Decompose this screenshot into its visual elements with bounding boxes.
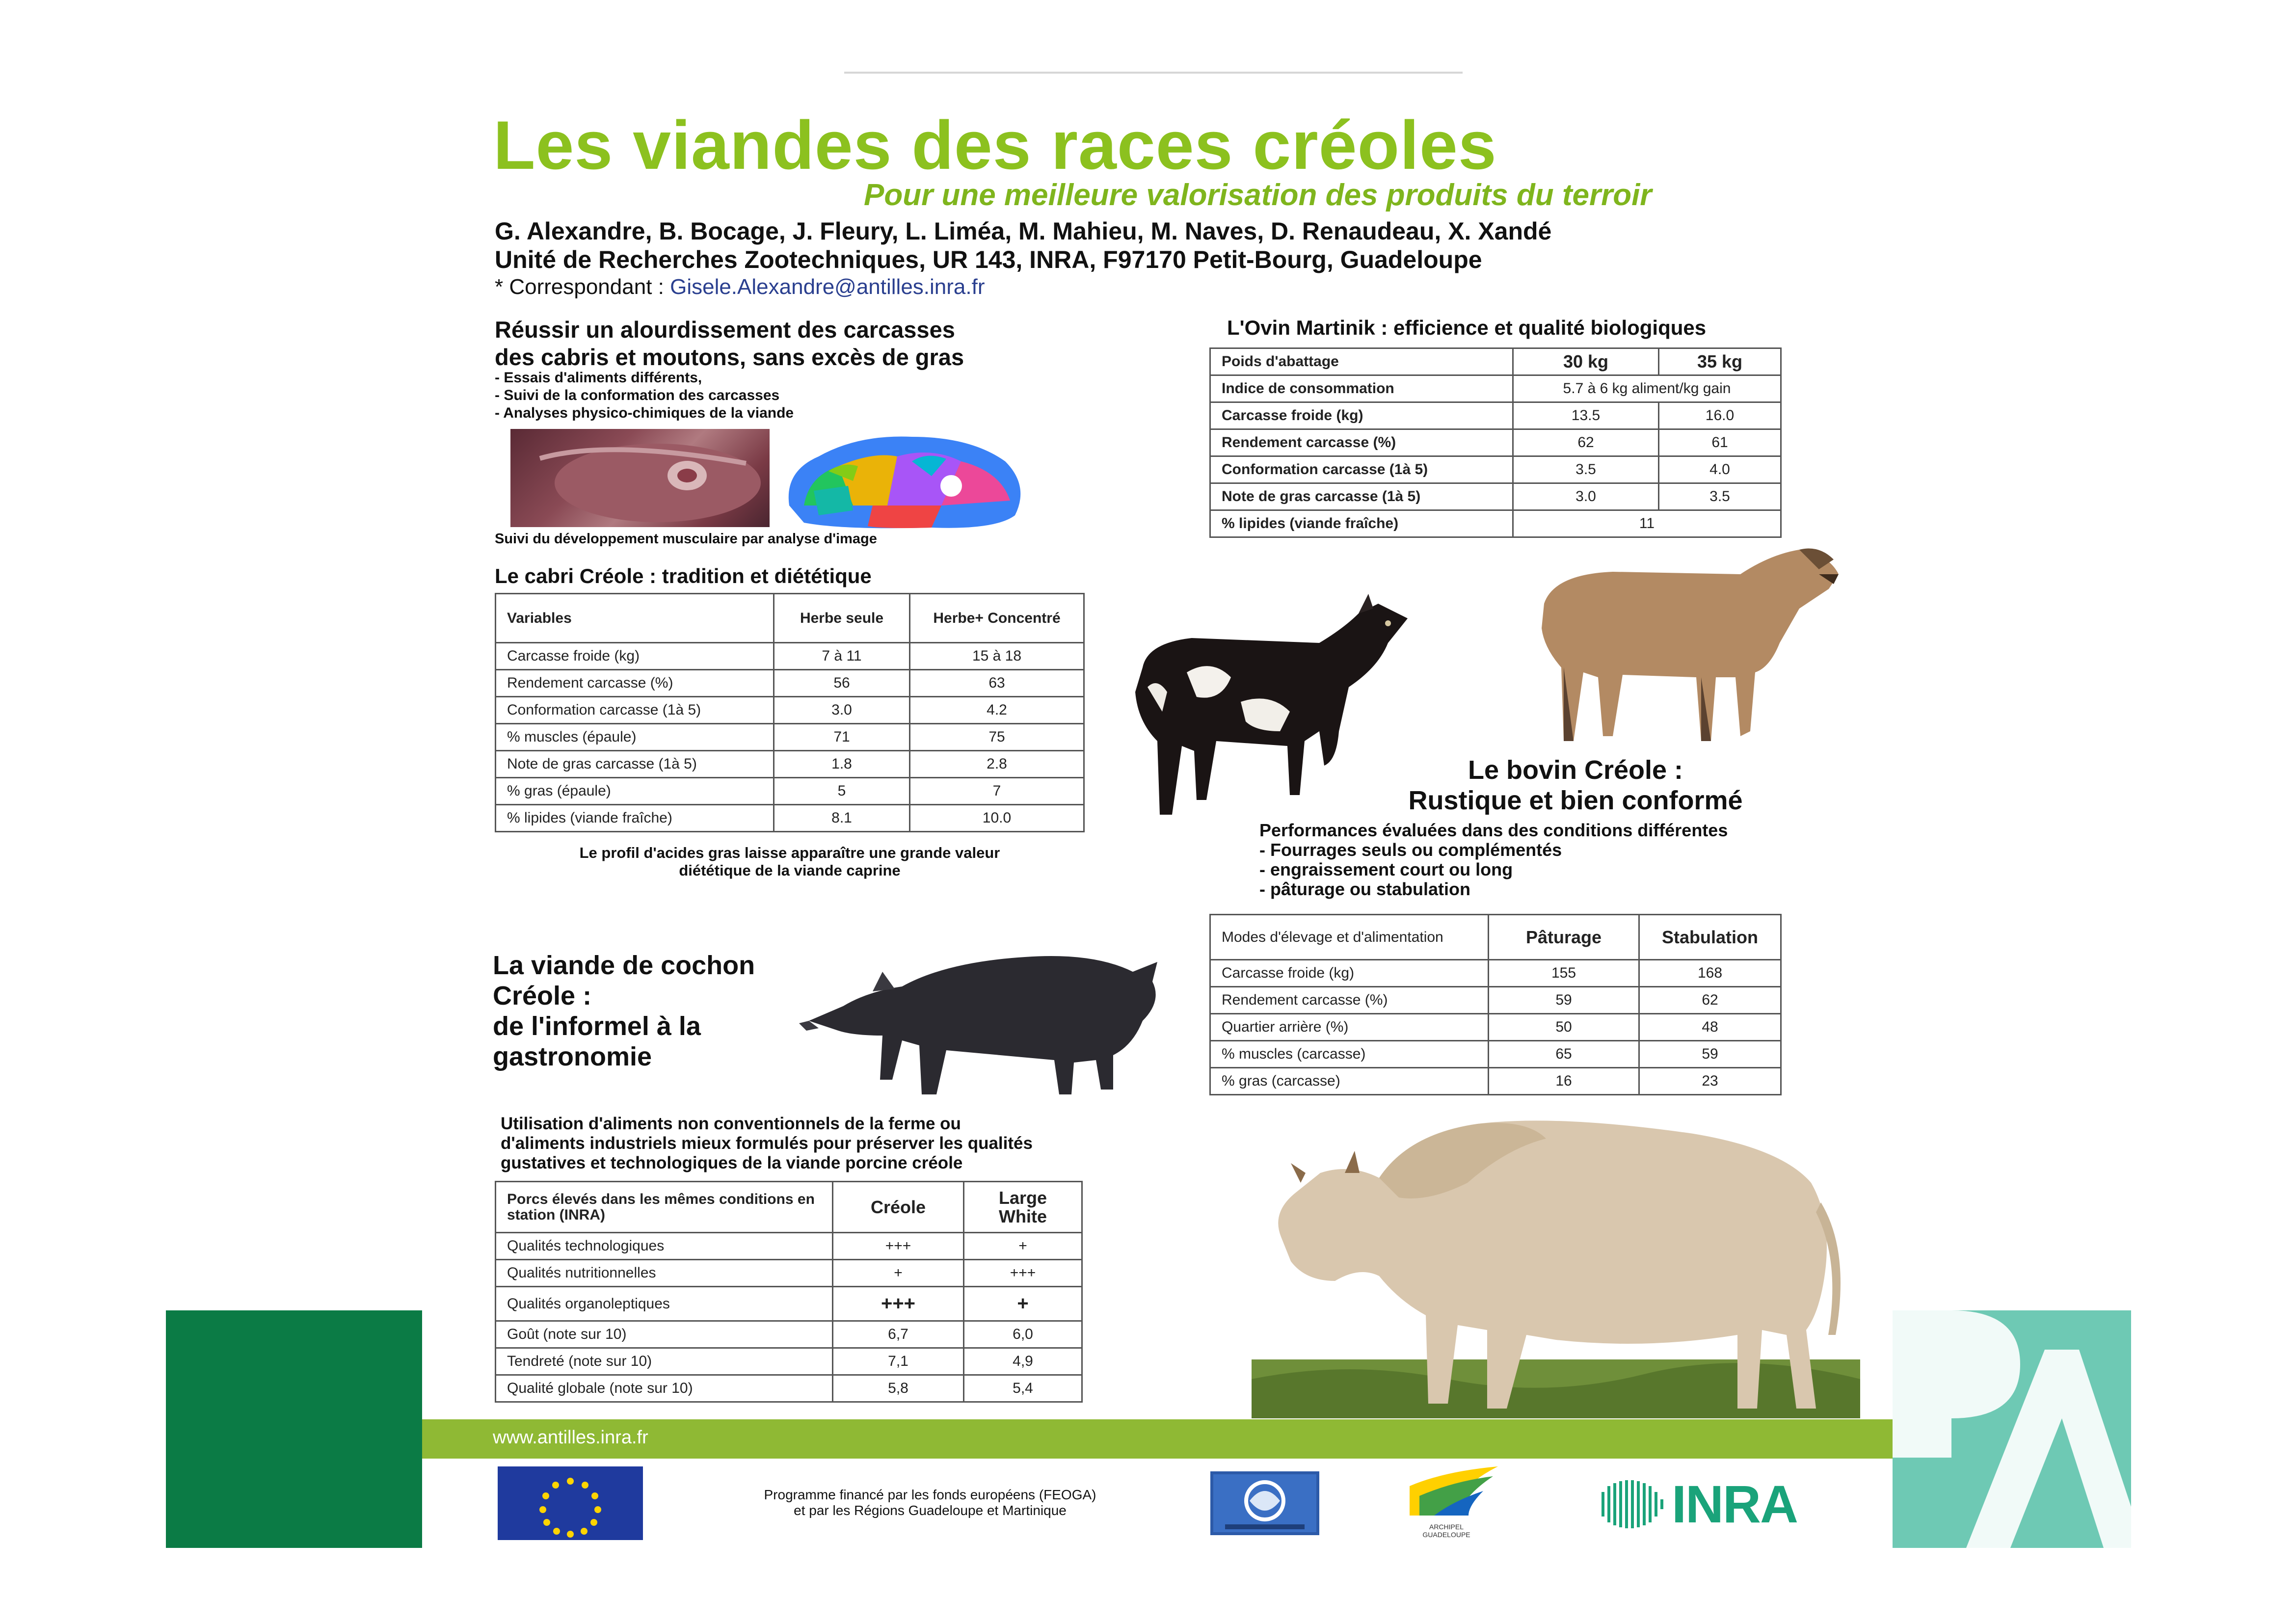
correspondant-label: * Correspondant :	[495, 275, 670, 299]
table-cell: 11	[1513, 510, 1781, 537]
inra-logo	[1588, 1474, 1834, 1534]
cabri-table	[495, 593, 1085, 832]
authors: G. Alexandre, B. Bocage, J. Fleury, L. Liméa, M. Mahieu, M. Naves, D. Renaudeau, X. Xandé	[495, 217, 1552, 245]
bovin-table	[1209, 914, 1782, 1095]
table-row	[496, 1233, 1082, 1260]
table-cell: Carcasse froide (kg)	[1210, 402, 1513, 429]
table-cell: 5,4	[964, 1375, 1082, 1402]
funding-line1: Programme financé par les fonds européens (FEOGA)	[764, 1487, 1096, 1502]
table-cell: Indice de consommation	[1210, 375, 1513, 402]
table-cell: Rendement carcasse (%)	[1210, 429, 1513, 456]
poster-title: Les viandes des races créoles	[493, 106, 1497, 184]
bovin-bullets	[1259, 821, 1728, 899]
bovin-heading-line1: Le bovin Créole :	[1468, 755, 1683, 785]
table-cell: 2.8	[910, 751, 1084, 778]
table-cell: 7 à 11	[774, 643, 910, 670]
table-row	[1210, 429, 1781, 456]
table-cell: 4.0	[1659, 456, 1781, 483]
table-row	[1210, 1041, 1781, 1068]
table-cell: +++	[833, 1233, 964, 1260]
cochon-heading-line3: de l'informel à la	[493, 1011, 701, 1041]
poster-subtitle: Pour une meilleure valorisation des produits du terroir	[864, 178, 1652, 212]
table-header: Porcs élevés dans les mêmes conditions en station (INRA)	[496, 1182, 833, 1233]
table-cell: 59	[1639, 1041, 1781, 1068]
cochon-intro-line1: Utilisation d'aliments non conventionnels de la ferme ou	[501, 1114, 961, 1133]
table-row	[496, 1375, 1082, 1402]
table-cell: 4.2	[910, 697, 1084, 724]
table-row	[496, 1260, 1082, 1287]
table-cell: 10.0	[910, 805, 1084, 832]
dark-green-block	[166, 1310, 422, 1548]
table-cell: Tendreté (note sur 10)	[496, 1348, 833, 1375]
table-cell: % gras (carcasse)	[1210, 1068, 1489, 1095]
cochon-intro-line3: gustatives et technologiques de la viande porcine créole	[501, 1153, 963, 1172]
funding-text	[717, 1487, 1144, 1518]
table-cell: Carcasse froide (kg)	[1210, 960, 1489, 987]
table-row	[496, 670, 1084, 697]
table-row	[1210, 960, 1781, 987]
table-row	[496, 778, 1084, 805]
cochon-intro-line2: d'aliments industriels mieux formulés pour préserver les qualités	[501, 1134, 1033, 1153]
image-analysis-graphic	[784, 432, 1030, 530]
table-header: Poids d'abattage	[1210, 348, 1513, 375]
funding-line2: et par les Régions Guadeloupe et Martinique	[794, 1503, 1067, 1518]
table-cell: % gras (épaule)	[496, 778, 774, 805]
table-cell: Note de gras carcasse (1à 5)	[496, 751, 774, 778]
table-cell: 7	[910, 778, 1084, 805]
region-logo	[1210, 1471, 1319, 1535]
table-cell: 65	[1489, 1041, 1639, 1068]
table-cell: +++	[964, 1260, 1082, 1287]
table-cell: Conformation carcasse (1à 5)	[496, 697, 774, 724]
table-cell: +	[964, 1287, 1082, 1321]
sheep-photo	[1524, 545, 1843, 751]
table-cell: Rendement carcasse (%)	[1210, 987, 1489, 1014]
table-cell: Goût (note sur 10)	[496, 1321, 833, 1348]
table-cell: 63	[910, 670, 1084, 697]
table-cell: 5,8	[833, 1375, 964, 1402]
archipel-text: ARCHIPEL GUADELOUPE	[1422, 1523, 1470, 1539]
cochon-heading-line1: La viande de cochon	[493, 951, 755, 980]
table-cell: 16	[1489, 1068, 1639, 1095]
table-cell: Rendement carcasse (%)	[496, 670, 774, 697]
list-item: - Essais d'aliments différents,	[495, 370, 702, 386]
table-cell: 3.5	[1513, 456, 1659, 483]
pig-photo	[799, 932, 1162, 1109]
table-cell: 62	[1639, 987, 1781, 1014]
table-cell: 6,7	[833, 1321, 964, 1348]
table-cell: 50	[1489, 1014, 1639, 1041]
correspondant	[495, 275, 985, 299]
bovin-intro: Performances évaluées dans des conditions différentes	[1259, 820, 1728, 840]
table-header: Stabulation	[1639, 915, 1781, 960]
table-row	[1210, 987, 1781, 1014]
cochon-heading-line2: Créole :	[493, 981, 592, 1011]
cabri-note	[495, 844, 1085, 879]
table-cell: 4,9	[964, 1348, 1082, 1375]
table-header: 35 kg	[1659, 348, 1781, 375]
table-row	[496, 1321, 1082, 1348]
ovin-table	[1209, 347, 1782, 538]
table-cell: 61	[1659, 429, 1781, 456]
bull-photo	[1252, 1104, 1860, 1418]
table-cell: 23	[1639, 1068, 1781, 1095]
table-cell: 15 à 18	[910, 643, 1084, 670]
list-item: - pâturage ou stabulation	[1259, 879, 1471, 899]
table-header: Herbe+ Concentré	[910, 594, 1084, 643]
table-header: Pâturage	[1489, 915, 1639, 960]
table-row	[1210, 1068, 1781, 1095]
table-cell: 3.5	[1659, 483, 1781, 510]
top-rule	[844, 72, 1463, 74]
table-row	[1210, 402, 1781, 429]
table-cell: 3.0	[774, 697, 910, 724]
table-cell: 75	[910, 724, 1084, 751]
table-cell: Qualités nutritionnelles	[496, 1260, 833, 1287]
list-item: - Analyses physico-chimiques de la viande	[495, 405, 794, 421]
meat-photo	[510, 429, 770, 527]
table-header: Créole	[833, 1182, 964, 1233]
table-row	[1210, 375, 1781, 402]
eu-flag-logo	[498, 1466, 643, 1540]
image-analysis-caption: Suivi du développement musculaire par analyse d'image	[495, 531, 877, 547]
teal-logo-block	[1893, 1310, 2131, 1548]
table-cell: 13.5	[1513, 402, 1659, 429]
cabri-note-line2: diététique de la viande caprine	[679, 862, 901, 879]
table-header: Large White	[964, 1182, 1082, 1233]
table-row	[496, 1287, 1082, 1321]
cabri-heading: Le cabri Créole : tradition et diététique	[495, 564, 872, 587]
alourdissement-heading-line1: Réussir un alourdissement des carcasses	[495, 317, 955, 343]
table-cell: +	[964, 1233, 1082, 1260]
table-cell: 7,1	[833, 1348, 964, 1375]
table-header: 30 kg	[1513, 348, 1659, 375]
table-cell: Quartier arrière (%)	[1210, 1014, 1489, 1041]
table-cell: 71	[774, 724, 910, 751]
alourdissement-heading-line2: des cabris et moutons, sans excès de gras	[495, 344, 964, 370]
footer-url[interactable]: www.antilles.inra.fr	[493, 1427, 648, 1448]
archipel-emblem-icon	[1400, 1466, 1508, 1520]
table-row	[1210, 456, 1781, 483]
bovin-heading	[1355, 755, 1796, 816]
ovin-heading: L'Ovin Martinik : efficience et qualité biologiques	[1227, 316, 1707, 339]
table-cell: Qualités organoleptiques	[496, 1287, 833, 1321]
table-cell: % lipides (viande fraîche)	[496, 805, 774, 832]
table-cell: +	[833, 1260, 964, 1287]
table-cell: Carcasse froide (kg)	[496, 643, 774, 670]
table-header: Variables	[496, 594, 774, 643]
table-cell: Note de gras carcasse (1à 5)	[1210, 483, 1513, 510]
table-cell: 5	[774, 778, 910, 805]
table-cell: 5.7 à 6 kg aliment/kg gain	[1513, 375, 1781, 402]
alourdissement-bullets	[495, 369, 794, 422]
ra-logo-icon	[1893, 1310, 2131, 1548]
cochon-heading	[493, 950, 755, 1072]
table-cell: 56	[774, 670, 910, 697]
affiliation: Unité de Recherches Zootechniques, UR 143, INRA, F97170 Petit-Bourg, Guadeloupe	[495, 246, 1482, 273]
inra-logo-text: INRA	[1672, 1474, 1797, 1534]
cochon-intro	[501, 1114, 1148, 1173]
table-row	[496, 1348, 1082, 1375]
table-cell: 1.8	[774, 751, 910, 778]
table-cell: % muscles (épaule)	[496, 724, 774, 751]
table-cell: 168	[1639, 960, 1781, 987]
table-cell: 8.1	[774, 805, 910, 832]
table-row	[496, 751, 1084, 778]
alourdissement-heading	[495, 316, 964, 371]
table-cell: % lipides (viande fraîche)	[1210, 510, 1513, 537]
list-item: - Suivi de la conformation des carcasses	[495, 387, 780, 403]
table-cell: 59	[1489, 987, 1639, 1014]
list-item: - Fourrages seuls ou complémentés	[1259, 840, 1562, 860]
table-row	[496, 805, 1084, 832]
cabri-note-line1: Le profil d'acides gras laisse apparaître une grande valeur	[579, 844, 1000, 861]
table-row	[496, 724, 1084, 751]
table-row	[1210, 1014, 1781, 1041]
list-item: - engraissement court ou long	[1259, 859, 1513, 879]
table-header: Modes d'élevage et d'alimentation	[1210, 915, 1489, 960]
table-cell: 62	[1513, 429, 1659, 456]
table-cell: +++	[833, 1287, 964, 1321]
region-emblem-icon	[1210, 1471, 1319, 1535]
table-row	[1210, 483, 1781, 510]
correspondant-email[interactable]: Gisele.Alexandre@antilles.inra.fr	[670, 275, 985, 299]
table-cell: 3.0	[1513, 483, 1659, 510]
table-header: Herbe seule	[774, 594, 910, 643]
archipel-logo	[1400, 1466, 1508, 1540]
table-row	[1210, 510, 1781, 537]
table-cell: Qualité globale (note sur 10)	[496, 1375, 833, 1402]
cochon-heading-line4: gastronomie	[493, 1042, 652, 1071]
table-row	[496, 643, 1084, 670]
table-cell: 155	[1489, 960, 1639, 987]
table-cell: 48	[1639, 1014, 1781, 1041]
inra-globe-icon	[1588, 1477, 1677, 1531]
bovin-heading-line2: Rustique et bien conformé	[1408, 786, 1743, 815]
table-cell: Qualités technologiques	[496, 1233, 833, 1260]
table-cell: 16.0	[1659, 402, 1781, 429]
table-cell: % muscles (carcasse)	[1210, 1041, 1489, 1068]
table-cell: 6,0	[964, 1321, 1082, 1348]
cochon-table	[495, 1181, 1083, 1403]
table-row	[496, 697, 1084, 724]
table-cell: Conformation carcasse (1à 5)	[1210, 456, 1513, 483]
